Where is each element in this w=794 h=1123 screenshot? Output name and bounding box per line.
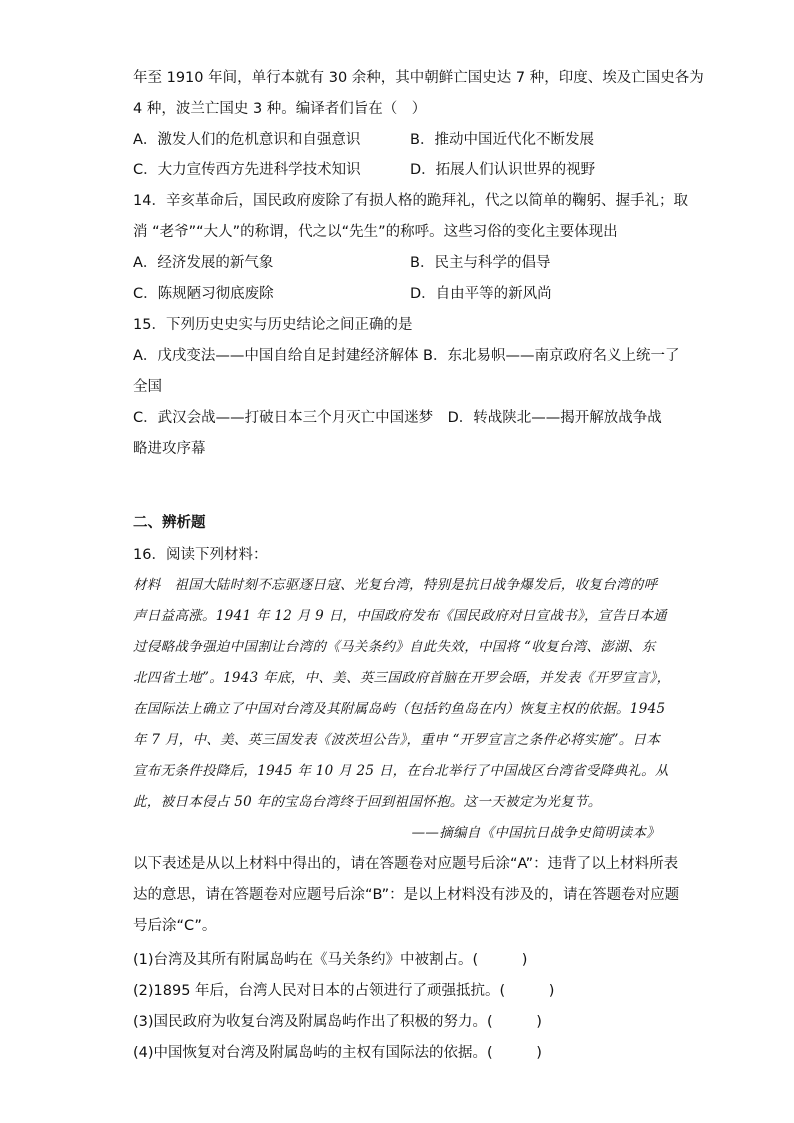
q13-stem-line1: 年至 1910 年间，单行本就有 30 余种，其中朝鲜亡国史达 7 种，印度、埃及亡国史各为 [133,70,704,86]
q14-option-b: B．民主与科学的倡导 [410,255,551,271]
q14-option-a: A．经济发展的新气象 [133,255,274,271]
section-title: 二、辨析题 [133,515,206,531]
q13-option-c: C．大力宣传西方先进科学技术知识 [133,162,361,178]
q16-material-line: 在国际法上确立了中国对台湾及其附属岛屿（包括钓鱼岛在内）恢复主权的依据。1945 [133,701,666,717]
q15-options-cd-line1: C．武汉会战——打破日本三个月灭亡中国迷梦 D．转战陕北——揭开解放战争战 [133,410,662,426]
q16-material-line: 声日益高涨。1941 年 12 月 9 日，中国政府发布《国民政府对日宣战书》，宣告日本通 [133,608,667,624]
q16-material-line: 宣布无条件投降后，1945 年 10 月 25 日，在台北举行了中国战区台湾省受降典礼。从 [133,763,669,779]
q16-instruction-line: 以下表述是从以上材料中得出的，请在答题卷对应题号后涂“A”：违背了以上材料所表 [133,856,679,872]
q14-option-d: D．自由平等的新风尚 [410,286,552,302]
q16-material-line: 过侵略战争强迫中国割让台湾的《马关条约》自此失效，中国将 “收复台湾、澎湖、东 [133,639,656,655]
q16-material-line: 北四省土地”。1943 年底，中、美、英三国政府首脑在开罗会晤，并发表《开罗宣言》， [133,670,671,686]
q15-options-ab-line2: 全国 [133,379,162,395]
q16-instruction-line: 号后涂“C”。 [133,918,217,934]
q16-material-line: 此，被日本侵占 50 年的宝岛台湾终于回到祖国怀抱。这一天被定为光复节。 [133,794,602,810]
q15-options-cd-line2: 略进攻序幕 [133,441,206,457]
q16-material-source: ——摘编自《中国抗日战争史简明读本》 [411,825,660,841]
q13-option-d: D．拓展人们认识世界的视野 [410,162,596,178]
q15-options-ab-line1: A．戊戌变法——中国自给自足封建经济解体 B．东北易帜——南京政府名义上统一了 [133,348,680,364]
q16-stem: 16．阅读下列材料： [133,547,268,563]
q16-instruction-line: 达的意思，请在答题卷对应题号后涂“B”：是以上材料没有涉及的，请在答题卷对应题 [133,887,680,903]
q13-option-b: B．推动中国近代化不断发展 [410,132,594,148]
q13-option-a: A．激发人们的危机意识和自强意识 [133,132,361,148]
q14-stem-line1: 14．辛亥革命后，国民政府废除了有损人格的跪拜礼，代之以简单的鞠躬、握手礼；取 [133,193,688,209]
q14-stem-line2: 消 “老爷”“大人”的称谓，代之以“先生”的称呼。这些习俗的变化主要体现出 [133,224,618,240]
q16-material-line: 材料 祖国大陆时刻不忘驱逐日寇、光复台湾，特别是抗日战争爆发后，收复台湾的呼 [133,577,658,593]
q16-item-2: (2)1895 年后，台湾人民对日本的占领进行了顽强抵抗。( ) [133,983,555,999]
q16-item-3: (3)国民政府为收复台湾及附属岛屿作出了积极的努力。( ) [133,1014,542,1030]
q16-item-4: (4)中国恢复对台湾及附属岛屿的主权有国际法的依据。( ) [133,1045,542,1061]
q16-material-line: 年 7 月，中、美、英三国发表《波茨坦公告》，重申 “开罗宣言之条件必将实施”。日本 [133,732,661,748]
q15-stem: 15．下列历史史实与历史结论之间正确的是 [133,317,413,333]
q16-item-1: (1)台湾及其所有附属岛屿在《马关条约》中被割占。( ) [133,952,528,968]
q13-stem-line2: 4 种，波兰亡国史 3 种。编译者们旨在（ ） [133,101,427,117]
q14-option-c: C．陈规陋习彻底废除 [133,286,274,302]
